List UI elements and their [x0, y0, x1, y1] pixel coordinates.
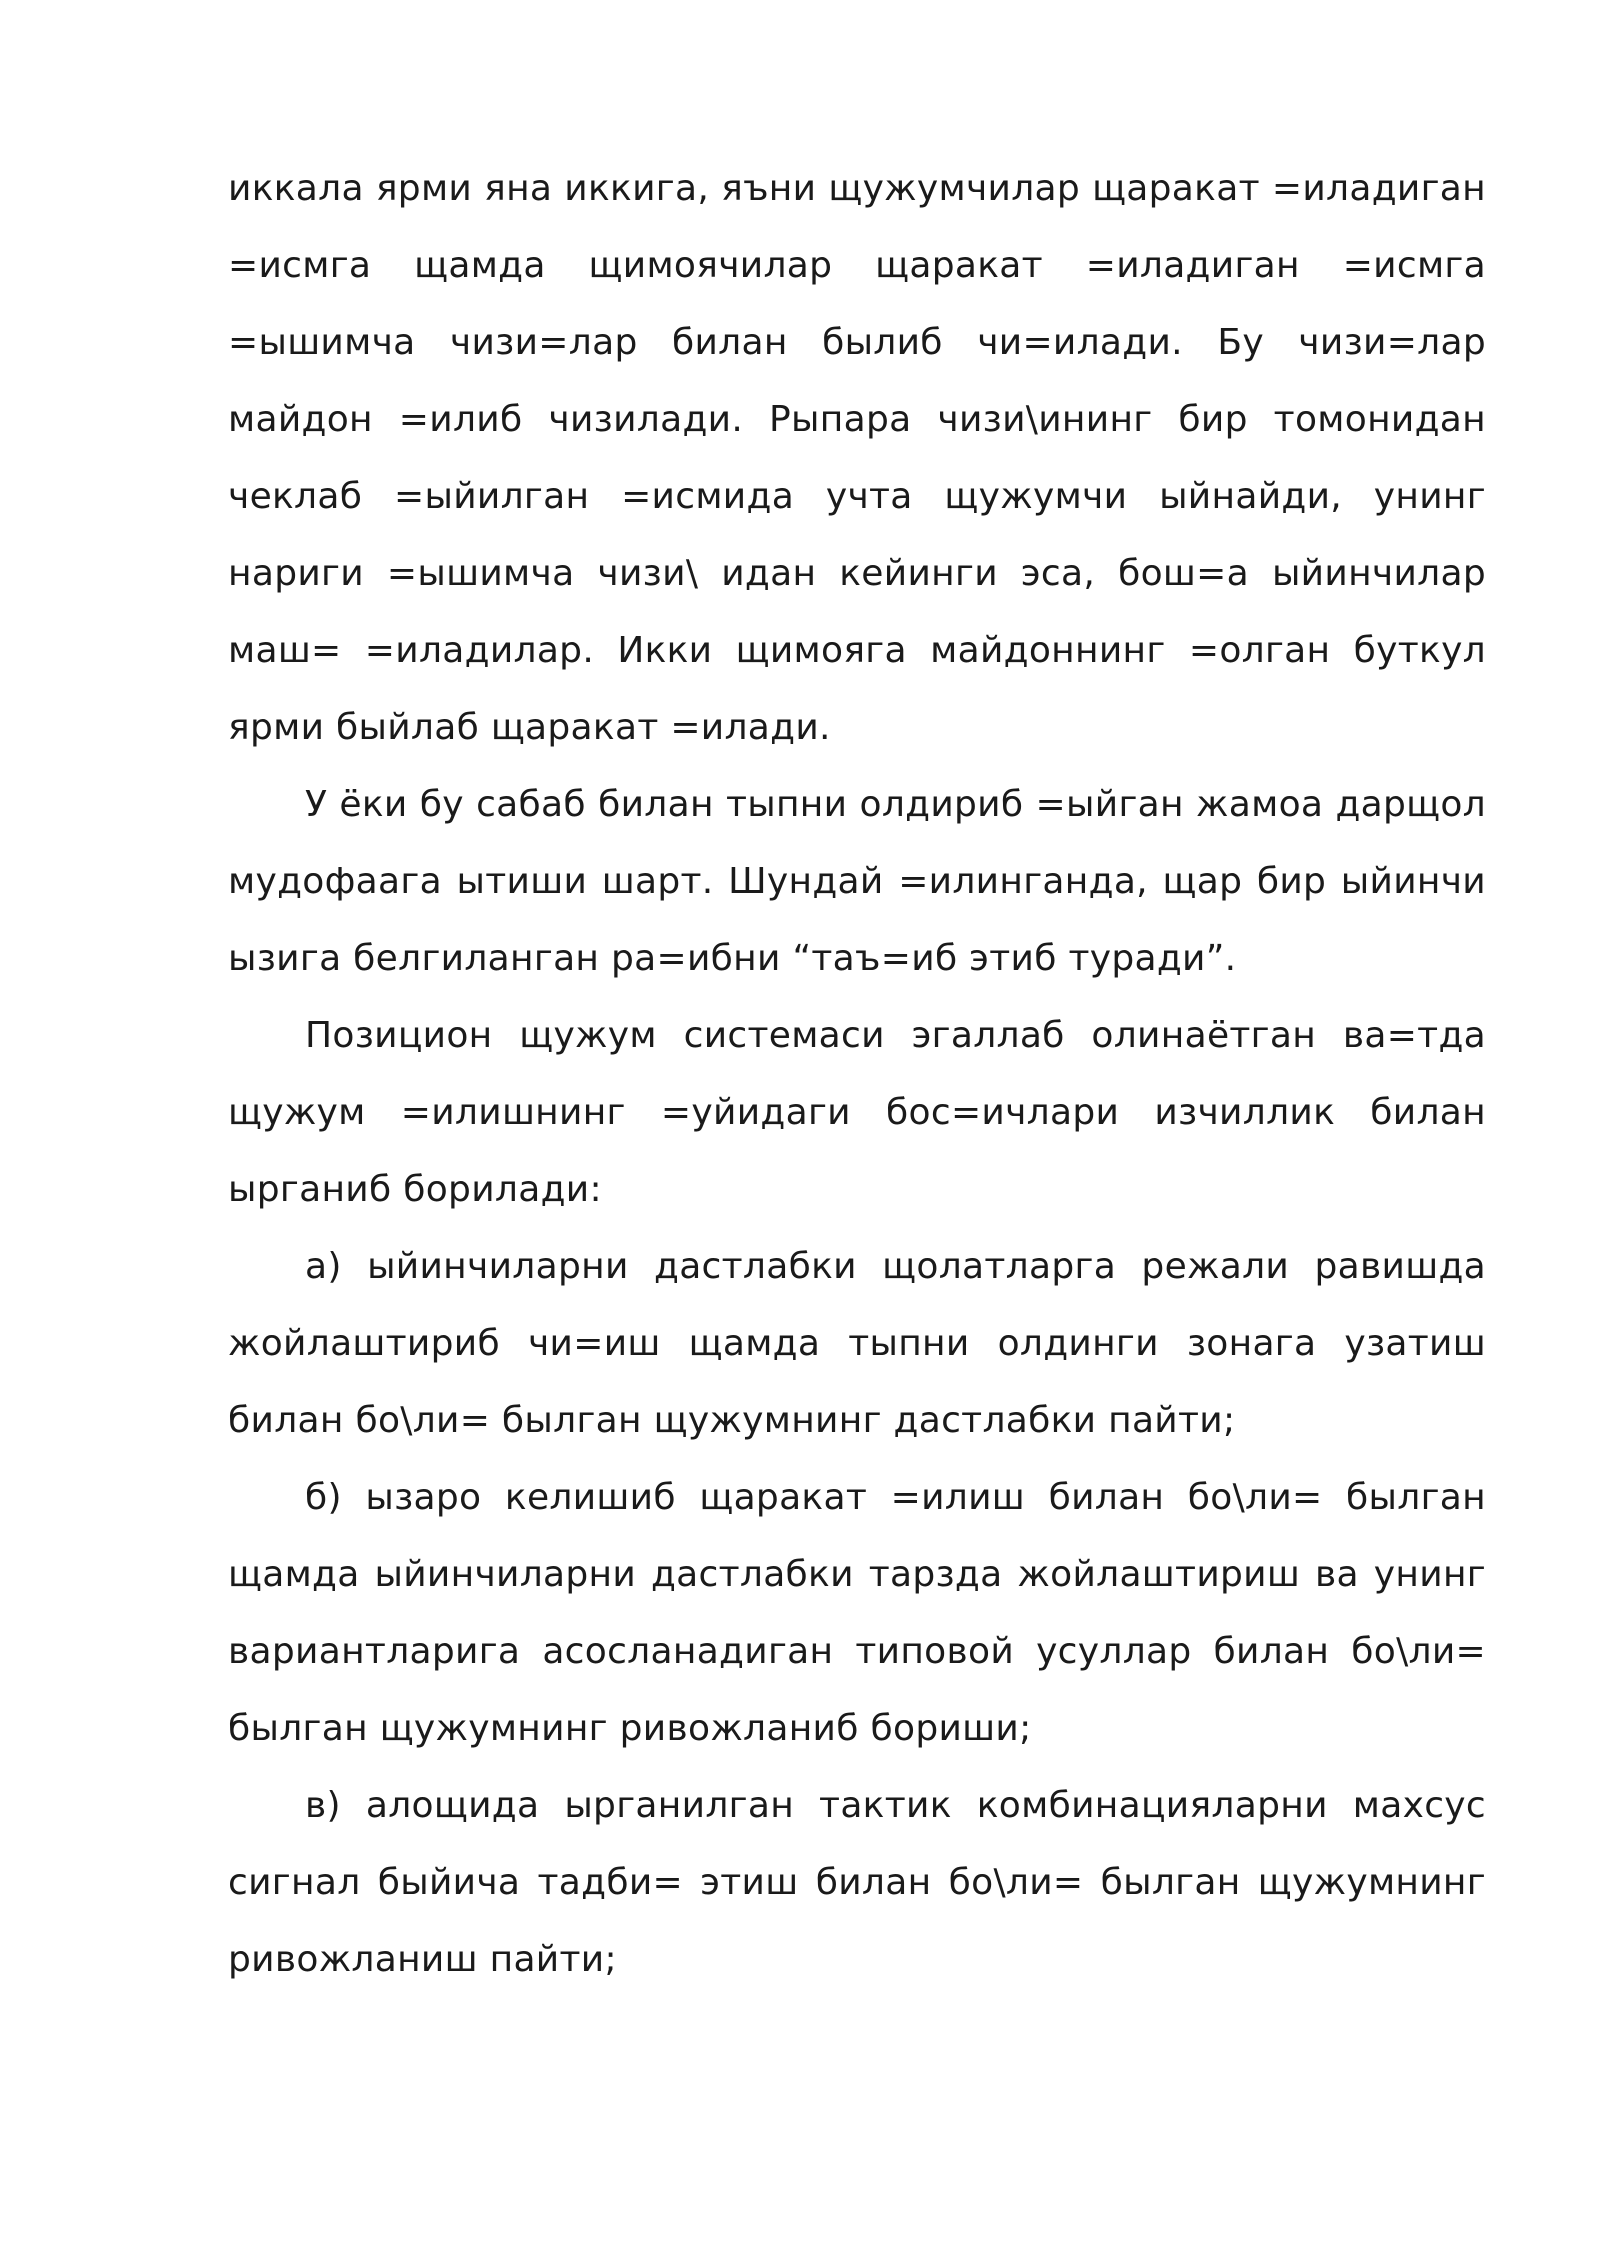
document-page [228, 150, 1486, 1998]
list-item-a: а) ыйинчиларни дастлабки щолатларга режали равишда жойлаштириб чи=иш щамда тыпни олдинги зонага узатиш билан бо\ли= былган щужумнинг дастлабки пайти; [228, 1246, 1486, 1441]
paragraph-positional-attack: Позицион щужум системаси эгаллаб олинаётган ва=тда щужум =илишнинг =уйидаги бос=ичлари изчиллик билан ырганиб борилади: [228, 1015, 1486, 1210]
paragraph-continuation: иккала ярми яна иккига, яъни щужумчилар щаракат =иладиган =исмга щамда щимоячилар щаракат =иладиган =исмга =ышимча чизи=лар билан былиб чи=илади. Бу чизи=лар майдон =илиб чизилади. Рыпара чизи\ининг бир томонидан чеклаб =ыйилган =исмида учта щужумчи ыйнайди, унинг нариги =ышимча чизи\ идан кейинги эса, бош=а ыйинчилар маш= =иладилар. Икки щимояга майдоннинг =олган буткул ярми быйлаб щаракат =илади. [228, 168, 1486, 748]
list-item-v: в) алощида ырганилган тактик комбинацияларни махсус сигнал быйича тадби= этиш билан бо\ли= былган щужумнинг ривожланиш пайти; [228, 1785, 1486, 1980]
paragraph-defense: У ёки бу сабаб билан тыпни олдириб =ыйган жамоа дарщол мудофаага ытиши шарт. Шундай =илинганда, щар бир ыйинчи ызига белгиланган ра=ибни “таъ=иб этиб туради”. [228, 784, 1486, 979]
list-item-b: б) ызаро келишиб щаракат =илиш билан бо\ли= былган щамда ыйинчиларни дастлабки тарзда жойлаштириш ва унинг вариантларига асосланадиган типовой усуллар билан бо\ли= былган щужумнинг ривожланиб бориши; [228, 1477, 1486, 1749]
